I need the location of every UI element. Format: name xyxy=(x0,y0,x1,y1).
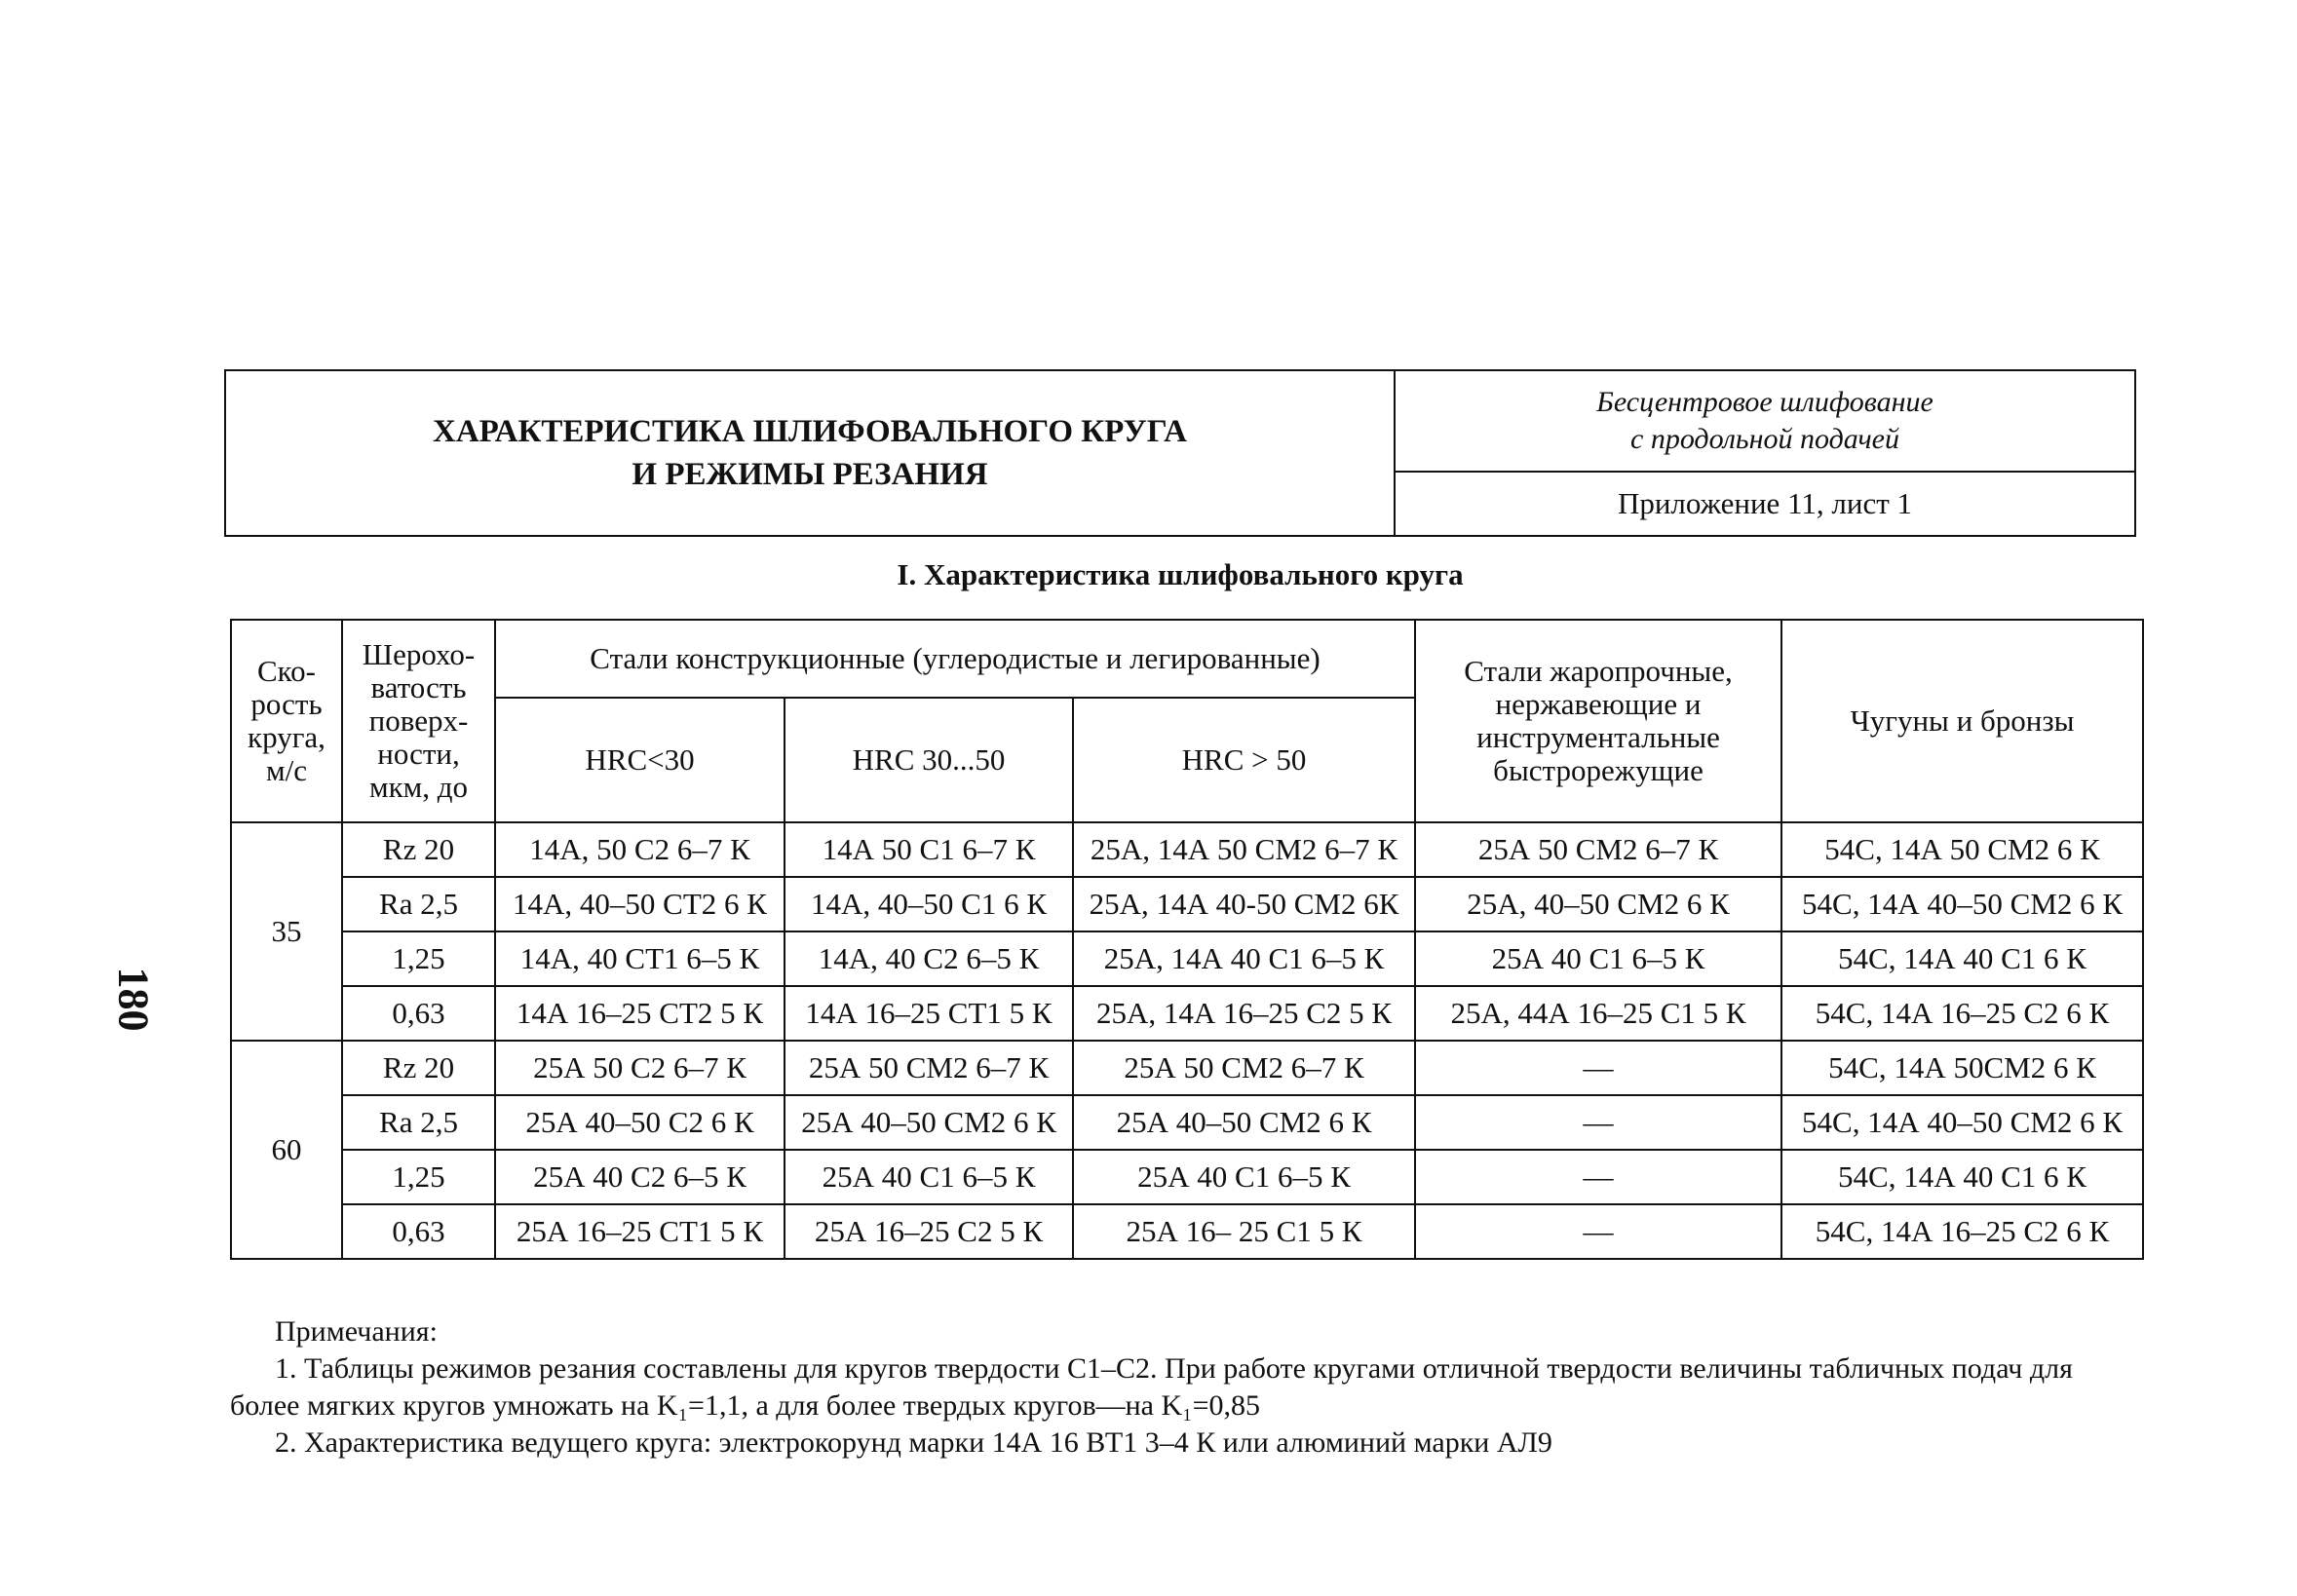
header-speed: Ско- рость круга, м/с xyxy=(231,620,342,822)
table-cell: 54С, 14А 40 С1 6 К xyxy=(1781,931,2143,986)
page-number: 180 xyxy=(109,967,158,1032)
appendix-label: Приложение 11, лист 1 xyxy=(1617,486,1913,520)
document-header xyxy=(224,369,2136,537)
speed-cell: 35 xyxy=(231,822,342,1041)
table-cell: 25А 50 С2 6–7 К xyxy=(495,1041,785,1095)
note-2: 2. Характеристика ведущего круга: электрокорунд марки 14А 16 ВТ1 3–4 К или алюминий марки АЛ9 xyxy=(275,1426,1552,1459)
table-cell: 25А 50 СМ2 6–7 К xyxy=(785,1041,1073,1095)
grinding-method-line2: с продольной подачей xyxy=(1630,423,1899,455)
table-cell: 54С, 14А 16–25 С2 6 К xyxy=(1781,1204,2143,1259)
table-cell: 25А 16– 25 С1 5 К xyxy=(1073,1204,1415,1259)
table-cell: 54С, 14А 50 СМ2 6 К xyxy=(1781,822,2143,877)
table-cell: 25А 50 СМ2 6–7 К xyxy=(1073,1041,1415,1095)
table-cell: Rz 20 xyxy=(342,822,495,877)
table-cell: 54С, 14А 40–50 СМ2 6 К xyxy=(1781,877,2143,931)
table-cell: 0,63 xyxy=(342,986,495,1041)
grinding-method-line1: Бесцентровое шлифование xyxy=(1596,386,1933,418)
table-cell: 14А, 40 СТ1 6–5 К xyxy=(495,931,785,986)
speed-cell: 60 xyxy=(231,1041,342,1259)
table-cell: Ra 2,5 xyxy=(342,1095,495,1150)
table-cell: 25А, 40–50 СМ2 6 К xyxy=(1415,877,1781,931)
table-cell: 25А 40 С1 6–5 К xyxy=(785,1150,1073,1204)
table-cell: 25А 40 С1 6–5 К xyxy=(1073,1150,1415,1204)
table-cell: 54С, 14А 50СМ2 6 К xyxy=(1781,1041,2143,1095)
table-cell: 14А, 40 С2 6–5 К xyxy=(785,931,1073,986)
table-cell: 14А 50 С1 6–7 К xyxy=(785,822,1073,877)
table-cell: 25А, 44А 16–25 С1 5 К xyxy=(1415,986,1781,1041)
table-cell: — xyxy=(1415,1041,1781,1095)
table-cell: 14А 16–25 СТ1 5 К xyxy=(785,986,1073,1041)
table-row xyxy=(231,1041,2143,1095)
table-row xyxy=(231,822,2143,877)
header-cast-iron-bronze: Чугуны и бронзы xyxy=(1781,620,2143,822)
header-hrc-under-30: HRC<30 xyxy=(495,698,785,822)
grinding-method xyxy=(1396,371,2134,473)
table-row xyxy=(231,986,2143,1041)
table-cell: 25А, 14А 40 С1 6–5 К xyxy=(1073,931,1415,986)
table-cell: 14А, 40–50 С1 6 К xyxy=(785,877,1073,931)
header-hrc-over-50: HRC > 50 xyxy=(1073,698,1415,822)
notes-section xyxy=(230,1313,2142,1462)
notes-title: Примечания: xyxy=(275,1315,438,1348)
table-row xyxy=(231,1204,2143,1259)
table-cell: 54С, 14А 40 С1 6 К xyxy=(1781,1150,2143,1204)
note-1: 1. Таблицы режимов резания составлены для кругов твердости С1–С2. При работе кругами отличной твердости величины табличных подач для более мягких кругов умножать на K₁=1,1, а для более твердых кругов—на K₁=0,85 xyxy=(230,1352,2073,1422)
table-cell: 1,25 xyxy=(342,1150,495,1204)
table-row xyxy=(231,931,2143,986)
table-cell: 25А, 14А 16–25 С2 5 К xyxy=(1073,986,1415,1041)
table-cell: — xyxy=(1415,1095,1781,1150)
table-cell: Ra 2,5 xyxy=(342,877,495,931)
grinding-wheel-table xyxy=(230,619,2144,1260)
table-cell: 25А 16–25 С2 5 К xyxy=(785,1204,1073,1259)
table-cell: 1,25 xyxy=(342,931,495,986)
section-title: I. Характеристика шлифовального круга xyxy=(897,557,1464,591)
table-cell: 0,63 xyxy=(342,1204,495,1259)
table-cell: 25А 40 С2 6–5 К xyxy=(495,1150,785,1204)
header-title-line1: ХАРАКТЕРИСТИКА ШЛИФОВАЛЬНОГО КРУГА xyxy=(433,414,1187,449)
table-cell: 14А, 50 С2 6–7 К xyxy=(495,822,785,877)
header-title-line2: И РЕЖИМЫ РЕЗАНИЯ xyxy=(632,457,988,492)
table-cell: 25А 40–50 С2 6 К xyxy=(495,1095,785,1150)
header-hrc-30-50: HRC 30...50 xyxy=(785,698,1073,822)
table-cell: 14А, 40–50 СТ2 6 К xyxy=(495,877,785,931)
table-cell: 25А 50 СМ2 6–7 К xyxy=(1415,822,1781,877)
table-cell: — xyxy=(1415,1204,1781,1259)
table-row xyxy=(231,1095,2143,1150)
table-cell: 54С, 14А 16–25 С2 6 К xyxy=(1781,986,2143,1041)
header-title xyxy=(226,371,1396,535)
table-cell: 25А 16–25 СТ1 5 К xyxy=(495,1204,785,1259)
table-cell: 25А 40–50 СМ2 6 К xyxy=(1073,1095,1415,1150)
table-cell: 14А 16–25 СТ2 5 К xyxy=(495,986,785,1041)
table-cell: 25А 40–50 СМ2 6 К xyxy=(785,1095,1073,1150)
table-cell: Rz 20 xyxy=(342,1041,495,1095)
header-roughness: Шерохо- ватость поверх- ности, мкм, до xyxy=(342,620,495,822)
header-info xyxy=(1396,371,2134,535)
table-cell: 25А, 14А 50 СМ2 6–7 К xyxy=(1073,822,1415,877)
table-cell: 25А, 14А 40-50 СМ2 6К xyxy=(1073,877,1415,931)
header-structural-steels: Стали конструкционные (углеродистые и легированные) xyxy=(495,620,1415,698)
header-heat-resistant-steels: Стали жаропрочные, нержавеющие и инструментальные быстрорежущие xyxy=(1415,620,1781,822)
table-row xyxy=(231,1150,2143,1204)
table-cell: 25А 40 С1 6–5 К xyxy=(1415,931,1781,986)
table-cell: — xyxy=(1415,1150,1781,1204)
table-cell: 54С, 14А 40–50 СМ2 6 К xyxy=(1781,1095,2143,1150)
table-row xyxy=(231,877,2143,931)
